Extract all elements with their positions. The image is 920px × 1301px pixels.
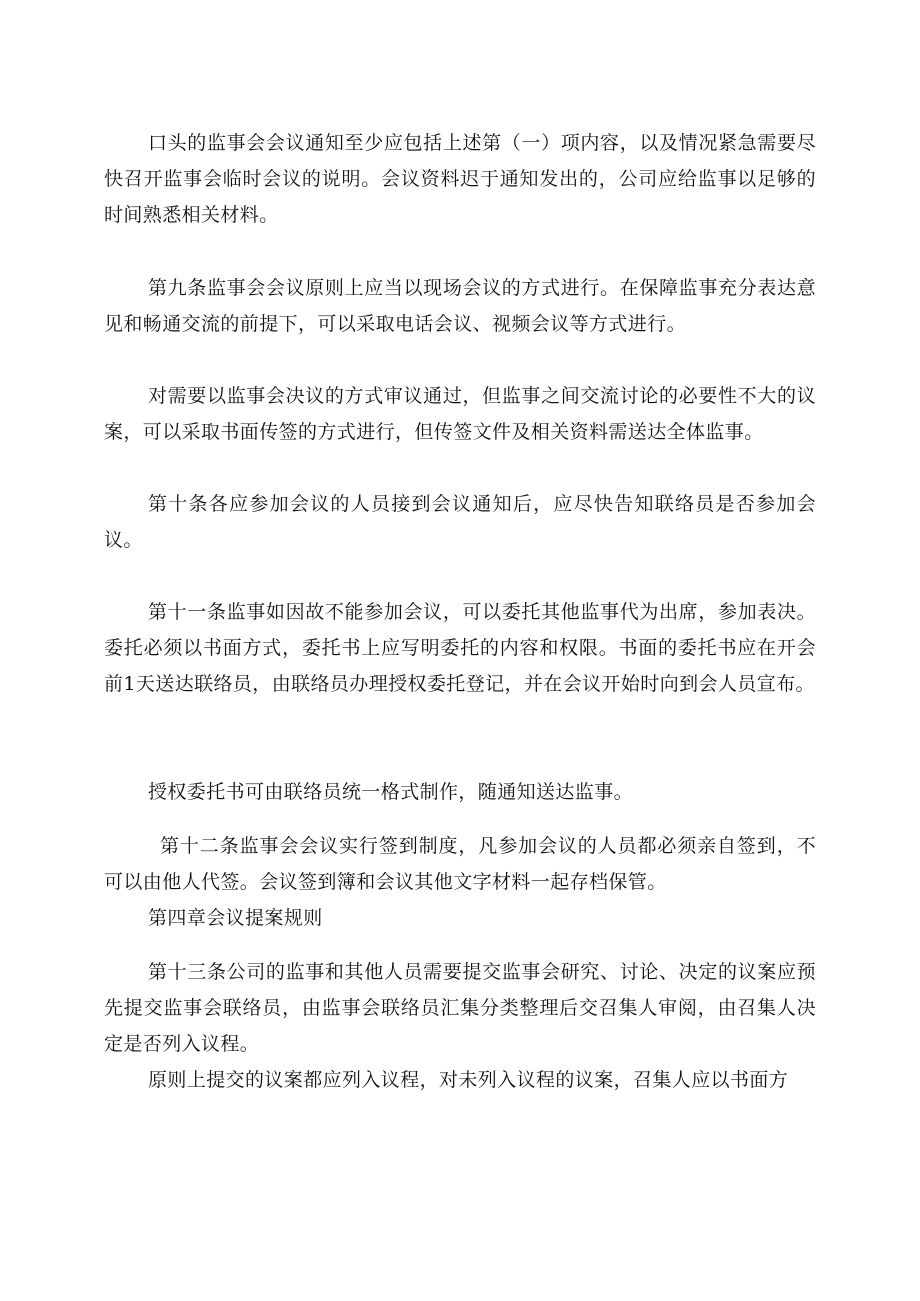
paragraph-article-13: 第十三条公司的监事和其他人员需要提交监事会研究、讨论、决定的议案应预先提交监事会联络员，由监事会联络员汇集分类整理后交召集人审阅，由召集人决定是否列入议程。: [104, 961, 816, 1055]
paragraph-article-10: 第十条各应参加会议的人员接到会议通知后，应尽快告知联络员是否参加会议。: [104, 493, 816, 551]
paragraph-article-9: 第九条监事会会议原则上应当以现场会议的方式进行。在保障监事充分表达意见和畅通交流的前提下，可以采取电话会议、视频会议等方式进行。: [104, 277, 816, 335]
paragraph-proxy-form: 授权委托书可由联络员统一格式制作，随通知送达监事。: [148, 781, 634, 803]
paragraph-article-12: 第十二条监事会会议实行签到制度，凡参加会议的人员都必须亲自签到，不可以由他人代签。会议签到簿和会议其他文字材料一起存档保管。: [104, 835, 816, 893]
paragraph-agenda-principle: 原则上提交的议案都应列入议程，对未列入议程的议案，召集人应以书面方: [148, 1069, 789, 1091]
paragraph-written-resolution: 对需要以监事会决议的方式审议通过，但监事之间交流讨论的必要性不大的议案，可以采取书面传签的方式进行，但传签文件及相关资料需送达全体监事。: [104, 385, 816, 443]
paragraph-article-11: 第十一条监事如因故不能参加会议，可以委托其他监事代为出席，参加表决。委托必须以书面方式，委托书上应写明委托的内容和权限。书面的委托书应在开会前1天送达联络员，由联络员办理授权委托登记，并在会议开始时向到会人员宣布。: [104, 601, 816, 695]
paragraph-oral-notice: 口头的监事会会议通知至少应包括上述第（一）项内容，以及情况紧急需要尽快召开监事会临时会议的说明。会议资料迟于通知发出的，公司应给监事以足够的时间熟悉相关材料。: [104, 132, 816, 226]
chapter-heading-4: 第四章会议提案规则: [148, 907, 323, 929]
